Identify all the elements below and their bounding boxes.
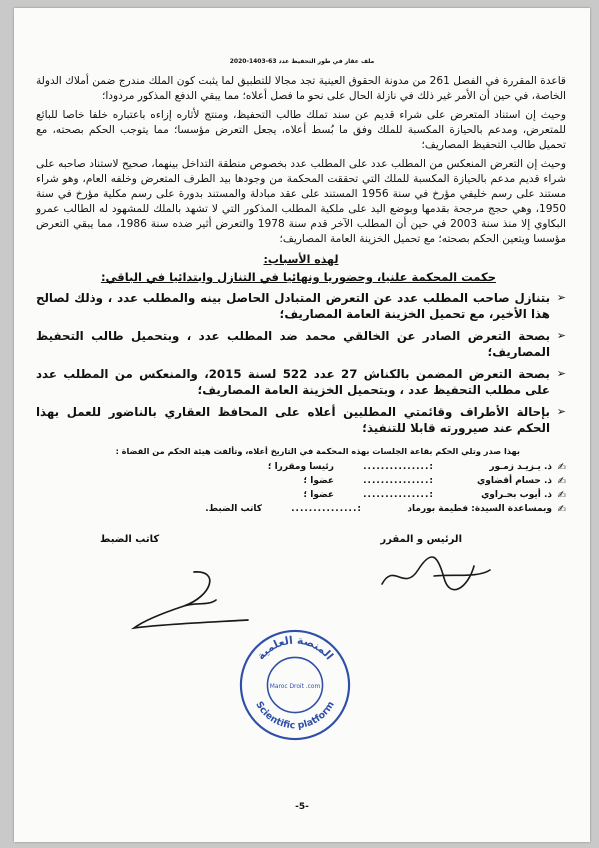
panel-member: ✍ ذ. أيوب بحـراوي :............... عضوا ؛ [303,490,566,501]
pen-hand-icon: ✍ [557,504,566,515]
svg-text:Scientific platform: Scientific platform [253,699,337,732]
scientific-platform-stamp [236,626,354,744]
clerk-signature [124,566,254,636]
arrowhead-bullet-icon: ➢ [556,405,566,418]
arrowhead-bullet-icon: ➢ [556,291,566,304]
ruling-item: ➢ بصحة التعرض الصادر عن الخالقي محمد ضد المطلب عدد ، وبتحميل طالب التحفيظ المصاريف؛ [36,329,566,359]
document-page [14,8,590,842]
clerk-signature-label: كاتب الضبط [100,534,160,545]
svg-text:المنصة العلمية: المنصة العلمية [254,633,336,663]
paragraph: وحيث إن استناد المتعرض على شراء قديم عن سند تملك طالب التحفيظ، ومنتج لأثاره إزاءه باعتباره خلفا خاصا للبائع للمتعرض، ومدعم بالحيازة المكسبة للملك وفق ما بُسط أعلاه، يجعل التعرض مؤسسا؛ مما يتوجب الحكم بصحته، مع تحميل طالب التحفيظ المصاريف؛ [36,109,566,151]
ruling-item: ➢ بصحة التعرض المضمن بالكناش 27 عدد 522 لسنة 2015، والمنعكس من المطلب عدد على مطلب التحفيظ عدد ، وبتحميل الخزينة العامة المصاريف؛ [36,367,566,397]
president-signature-label: الرئيس و المقرر [380,534,462,545]
paragraph: قاعدة المقررة في الفصل 261 من مدونة الحقوق العينية تجد مجالا للتطبيق لما يثبت كون الملك مندرج ضمن أملاك الدولة الخاصة، في حين أن الأمر غير ذلك في نازلة الحال على نحو ما فصل أعلاه؛ مما يبقي الدفع المذكور مردودا؛ [36,75,566,102]
case-reference: ملف عقار في طور التحفيظ عدد 63-1403-2020 [229,58,375,65]
arrowhead-bullet-icon: ➢ [556,329,566,342]
ruling-heading: حكمت المحكمة علنيا، وحضوريا ونهائيا في التنازل وابتدائيا في الباقي: [100,270,496,284]
paragraph: وحيث إن التعرض المنعكس من المطلب عدد على المطلب عدد بخصوص منطقة التداخل بينهما، صحيح لاستناد صاحبه على شراء قديم مدعم بالحيازة المكسبة للملك التي تحققت المحكمة من وجودها بيد الطرف المتعرض وخلفه العام، وهو شراء مستند على رسم خليفي مؤرخ في سنة 1956 المستند على عقد مبادلة والمستند بدورة على رسم مكلية مؤرخ في سنة 1950، وهي حجج مرجحة بقدمها وبوضع اليد على ملكية المطلب المذكور التي لا تشهد بالملك للمشهود له الطالب عمرو البكاوي إلا منذ سنة 2003 في حين أن المطلب الآخر قدم سنة 1978 والتعرض أثير ضده سنة 1986، مما يبقي التعرض مؤسسا ويتعين الحكم بصحته؛ مع تحميل الخزينة العامة المصاريف؛ [36,158,566,245]
svg-text:Maroc Droit .com: Maroc Droit .com [269,683,321,690]
pen-hand-icon: ✍ [557,462,566,473]
signature-labels [14,534,590,554]
panel-member: ✍ ذ. يـزيـد زمـور :............... رئيسا ومقررا ؛ [267,462,566,473]
ruling-item: ➢ بتنازل صاحب المطلب عدد عن التعرض المتبادل الحاصل بينه والمطلب عدد ، وذلك لصالح هذا الأخير، مع تحميل الخزينة العامة المصاريف؛ [36,291,566,321]
panel-member: ✍ ذ. حسام أقضاوي :............... عضوا ؛ [303,476,566,487]
pen-hand-icon: ✍ [557,476,566,487]
panel-intro: بهذا صدر وتلي الحكم بقاعة الجلسات بهذه المحكمة في التاريخ أعلاه، وتألفت هيئة الحكم من القضاة : [115,446,520,456]
judicial-panel [36,462,566,514]
arrowhead-bullet-icon: ➢ [556,367,566,380]
panel-member: ✍ وبمساعدة السيدة: فطيمة بورماد :............... كاتب الضبط. [205,504,566,515]
document-body [36,74,566,518]
reasons-heading: لهذه الأسباب: [263,253,339,266]
page-number: -5- [295,802,309,812]
president-signature [374,548,494,598]
ruling-item: ➢ بإحالة الأطراف وقائمتي المطلبين أعلاه على المحافظ العقاري بالناضور للعمل بهذا الحكم عند صيرورته قابلا للتنفيذ؛ [36,405,566,435]
pen-hand-icon: ✍ [557,490,566,501]
